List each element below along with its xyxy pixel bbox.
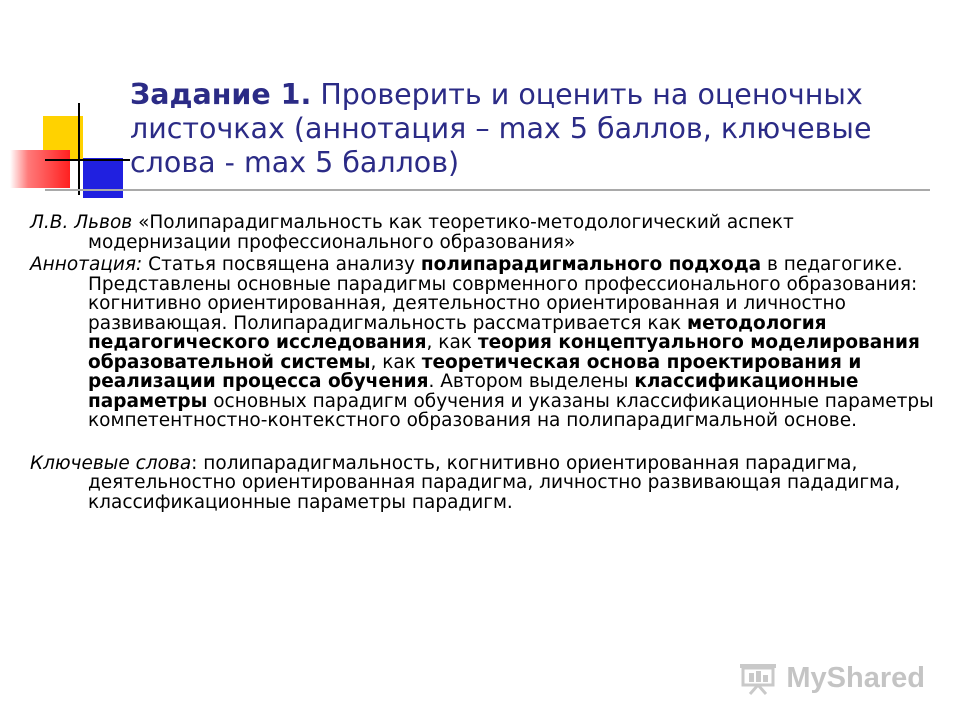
decoration-red-bar [10,150,70,188]
citation-title: «Полипарадигмальность как теоретико-методологический аспект модернизации профессионального образования» [88,212,794,253]
annotation-emphasis: методология педагогического исследования [88,312,827,353]
decoration-vertical-line [78,103,80,195]
title-label: Задание 1. [130,78,312,111]
projector-screen-icon [738,661,778,695]
title-divider [45,189,930,191]
annotation-emphasis: классификационные параметры [88,371,859,412]
keywords-text: : полипарадигмальность, когнитивно ориентированная парадигма, деятельностно ориентированная парадигма, личностно развивающая пададигма, классификационные параметры парадигм. [88,452,901,513]
watermark-text: MyShared [786,661,925,694]
citation-author: Л.В. Львов [30,212,133,233]
annotation-text: , как [426,332,478,353]
annotation-paragraph [30,255,935,431]
decoration-horizontal-line [45,159,130,161]
decoration-blue-square [83,158,123,198]
annotation-label: Аннотация: [30,254,143,275]
annotation-text: основных парадигм обучения и указаны классификационные параметры компетентностно-контекстного образования на полипарадигмальной основе. [88,390,934,431]
annotation-emphasis: теоретическая основа проектирования и реализации процесса обучения [88,351,862,392]
keywords-label: Ключевые слова [30,452,192,474]
annotation-text: в педагогике. Представлены основные парадигмы соврменного профессионального образования: когнитивно ориентированная, деятельностно ориентированная и личностно развивающая. Полипарадигмальность рассматривается как [88,254,918,334]
keywords-paragraph [30,454,935,513]
slide-title [130,78,930,180]
annotation-text: , как [370,351,422,373]
annotation-emphasis: теория концептуального моделирования образовательной системы [88,332,920,373]
citation-paragraph [30,213,935,252]
annotation-emphasis: полипарадигмального подхода [420,254,762,275]
slide-body [30,213,935,512]
watermark [738,661,925,695]
slide-decoration [0,0,140,200]
annotation-text: . Автором выделены [428,371,635,392]
title-text: Проверить и оценить на оценочных листочках (аннотация – max 5 баллов, ключевые слова - max 5 баллов) [130,78,872,179]
annotation-text: Статья посвящена анализу [142,254,421,275]
